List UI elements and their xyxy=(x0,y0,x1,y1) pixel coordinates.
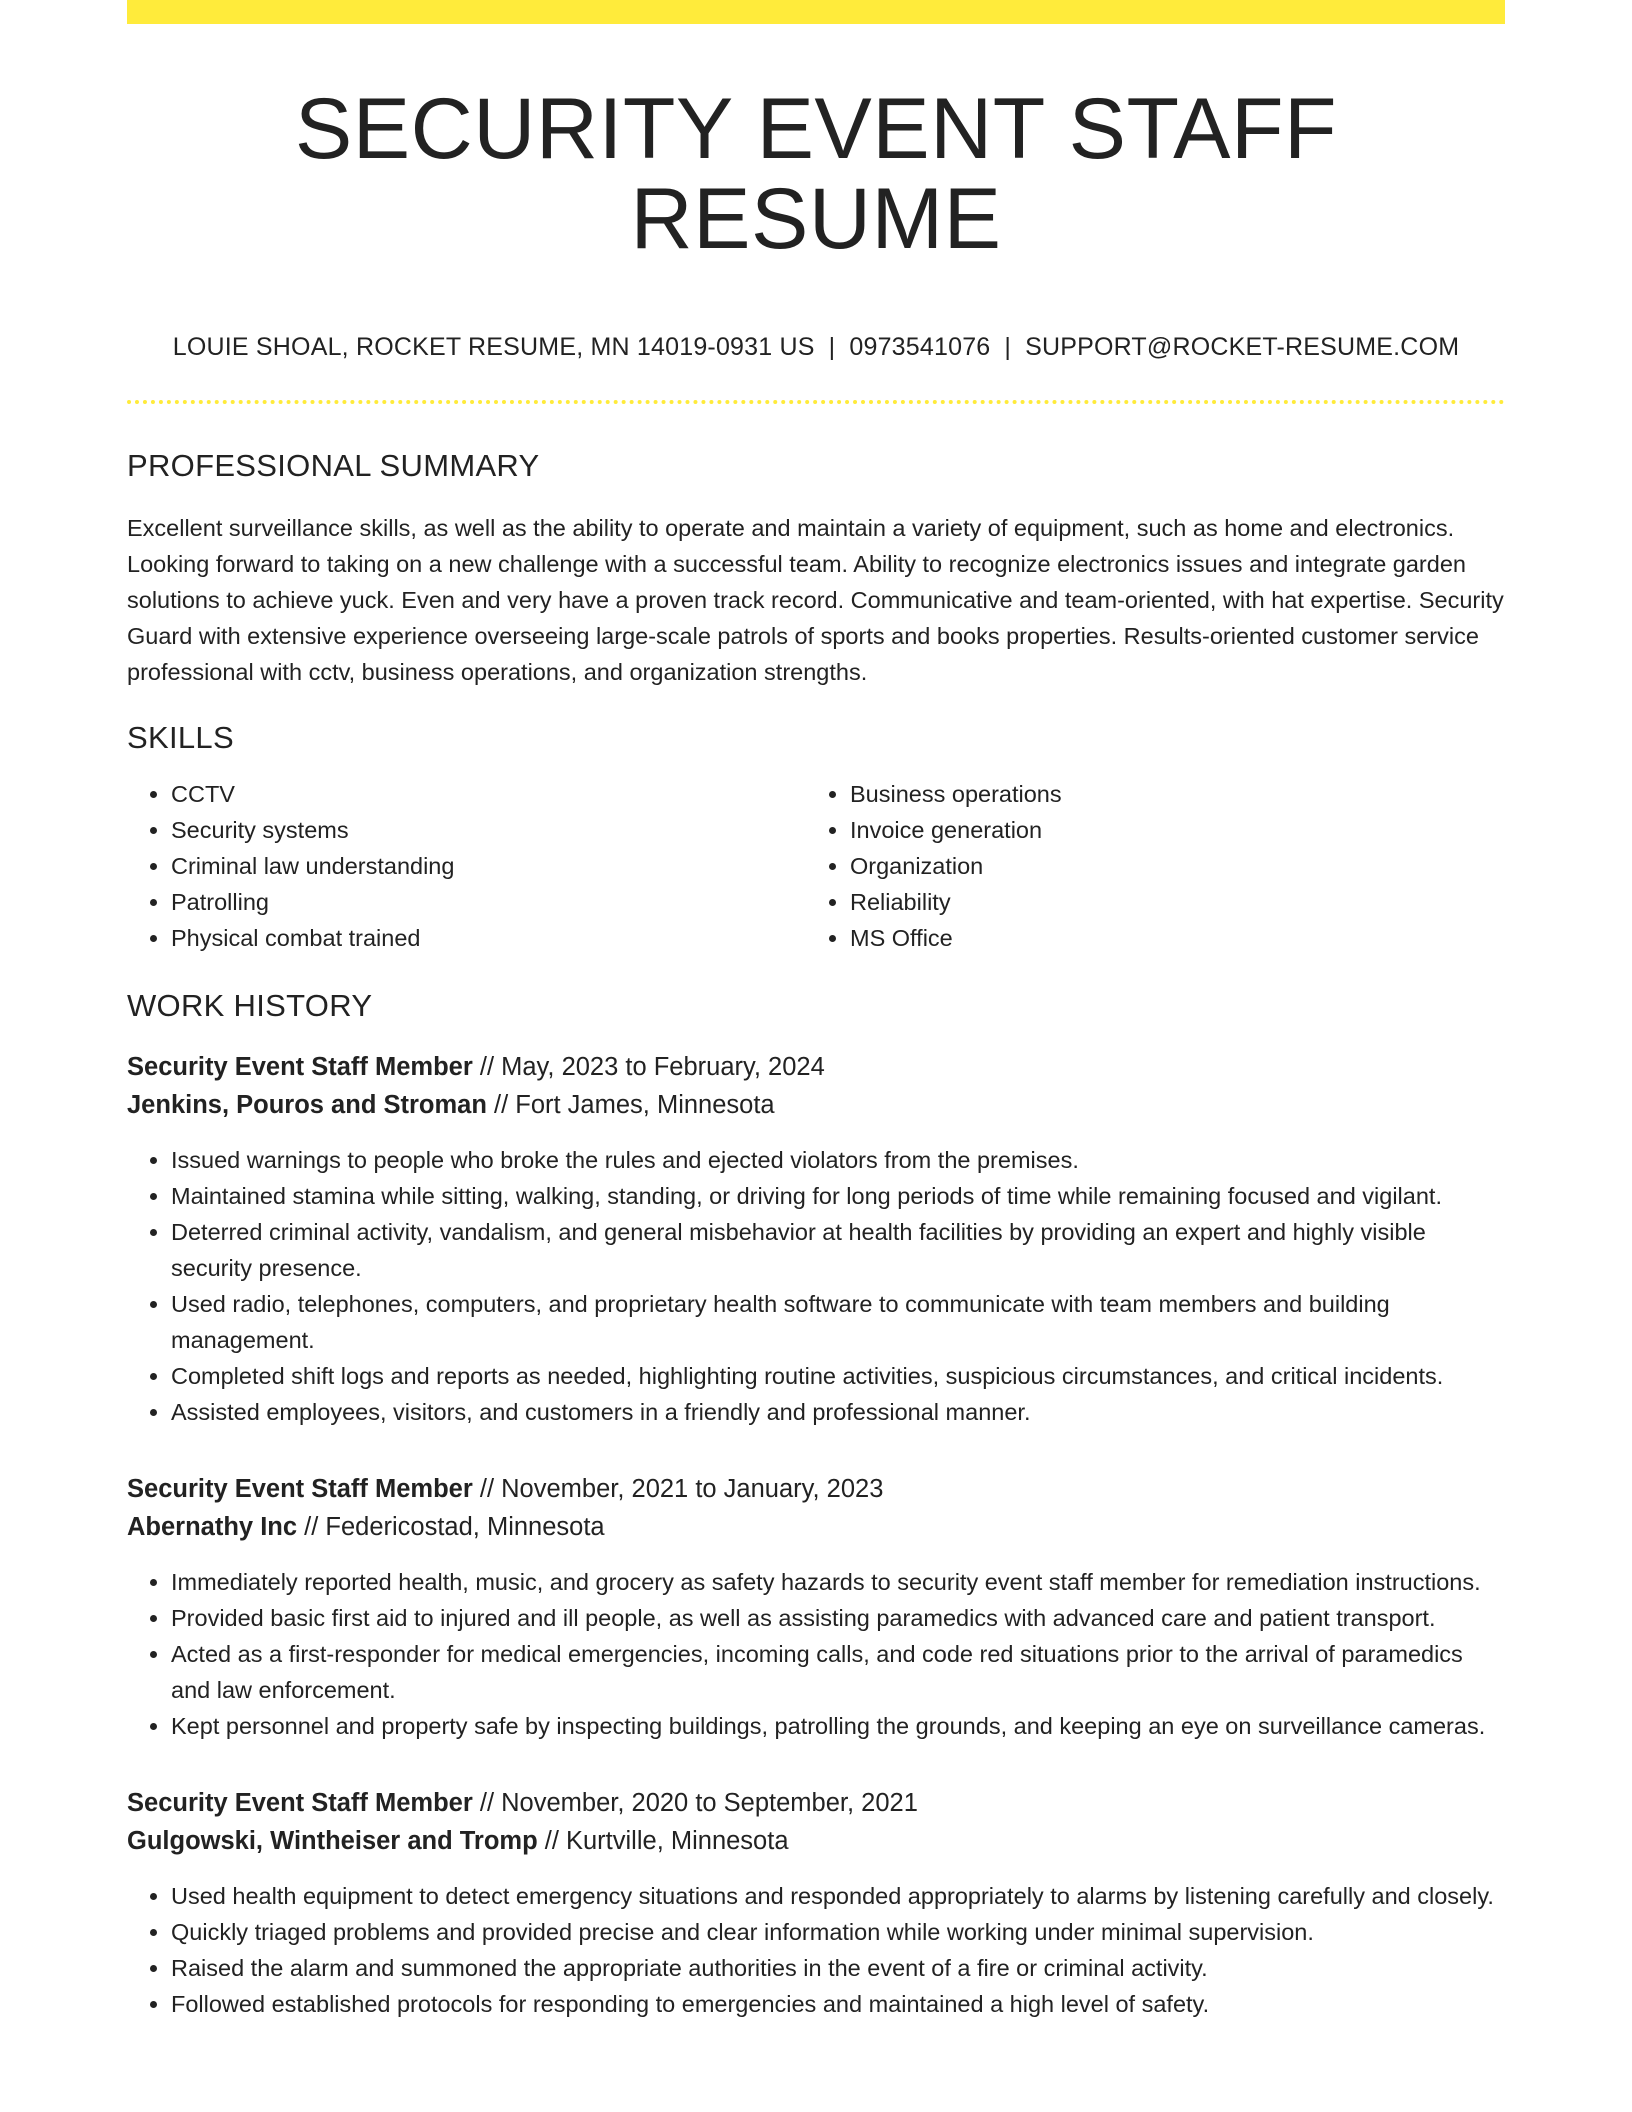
job-company-line xyxy=(127,1086,1505,1124)
job-bullet: • Provided basic first aid to injured and ill people, as well as assisting paramedics with advanced care and patient transport. xyxy=(171,1600,1505,1636)
skill-item: • Reliability xyxy=(850,884,1485,920)
job-bullet: • Acted as a first-responder for medical emergencies, incoming calls, and code red situations prior to the arrival of paramedics and law enforcement. xyxy=(171,1636,1505,1708)
job-entry xyxy=(127,1470,1505,1744)
skill-item: • Physical combat trained xyxy=(171,920,806,956)
job-dates: // November, 2021 to January, 2023 xyxy=(472,1474,884,1503)
job-title: Security Event Staff Member xyxy=(127,1474,473,1503)
job-title-line xyxy=(127,1470,1505,1508)
skills-column-right xyxy=(806,776,1485,956)
job-location: // Fort James, Minnesota xyxy=(486,1090,775,1119)
contact-line xyxy=(127,333,1505,362)
skill-item: • Security systems xyxy=(171,812,806,848)
skill-item: • Criminal law understanding xyxy=(171,848,806,884)
job-title-line xyxy=(127,1784,1505,1822)
skills-heading: SKILLS xyxy=(127,719,234,755)
skill-item: • CCTV xyxy=(171,776,806,812)
job-title: Security Event Staff Member xyxy=(127,1788,473,1817)
skills-column-left xyxy=(127,776,806,956)
work-history-heading: WORK HISTORY xyxy=(127,987,373,1023)
job-company: Abernathy Inc xyxy=(127,1512,298,1541)
job-bullet: • Quickly triaged problems and provided precise and clear information while working under minimal supervision. xyxy=(171,1914,1505,1950)
job-entry xyxy=(127,1048,1505,1430)
job-bullet: • Used radio, telephones, computers, and proprietary health software to communicate with team members and building management. xyxy=(171,1286,1505,1358)
job-company-line xyxy=(127,1822,1505,1860)
skills-list xyxy=(127,776,1505,956)
job-bullet: • Maintained stamina while sitting, walking, standing, or driving for long periods of time while remaining focused and vigilant. xyxy=(171,1178,1505,1214)
job-title-line xyxy=(127,1048,1505,1086)
skill-item: • Patrolling xyxy=(171,884,806,920)
contact-separator: | xyxy=(1004,332,1012,361)
job-bullets xyxy=(127,1142,1505,1430)
job-company: Gulgowski, Wintheiser and Tromp xyxy=(127,1826,538,1855)
job-bullet: • Issued warnings to people who broke the rules and ejected violators from the premises. xyxy=(171,1142,1505,1178)
job-dates: // November, 2020 to September, 2021 xyxy=(472,1788,918,1817)
job-bullets xyxy=(127,1878,1505,2022)
job-bullet: • Raised the alarm and summoned the appropriate authorities in the event of a fire or criminal activity. xyxy=(171,1950,1505,1986)
job-location: // Kurtville, Minnesota xyxy=(537,1826,789,1855)
job-bullet: • Completed shift logs and reports as needed, highlighting routine activities, suspicious circumstances, and critical incidents. xyxy=(171,1358,1505,1394)
job-entry xyxy=(127,1784,1505,2022)
skill-item: • Business operations xyxy=(850,776,1485,812)
job-bullet: • Used health equipment to detect emergency situations and responded appropriately to alarms by listening carefully and closely. xyxy=(171,1878,1505,1914)
job-dates: // May, 2023 to February, 2024 xyxy=(472,1052,825,1081)
contact-email: SUPPORT@ROCKET-RESUME.COM xyxy=(1025,332,1460,361)
job-company: Jenkins, Pouros and Stroman xyxy=(127,1090,487,1119)
summary-text: Excellent surveillance skills, as well as the ability to operate and maintain a variety of equipment, such as home and electronics. Looking forward to taking on a new challenge with a successful team. Ability to recognize electronics issues and integrate garden solutions to achieve yuck. Even and very have a proven track record. Communicative and team-oriented, with hat expertise. Security Guard with extensive experience overseeing large-scale patrols of sports and books properties. Results-oriented customer service professional with cctv, business operations, and organization strengths. xyxy=(127,514,1504,685)
contact-separator: | xyxy=(828,332,836,361)
skill-item: • Organization xyxy=(850,848,1485,884)
accent-top-bar xyxy=(127,0,1505,24)
skill-item: • Invoice generation xyxy=(850,812,1485,848)
job-bullet: • Followed established protocols for responding to emergencies and maintained a high level of safety. xyxy=(171,1986,1505,2022)
job-bullet: • Assisted employees, visitors, and customers in a friendly and professional manner. xyxy=(171,1394,1505,1430)
contact-phone: 0973541076 xyxy=(849,332,991,361)
job-bullet: • Immediately reported health, music, and grocery as safety hazards to security event staff member for remediation instructions. xyxy=(171,1564,1505,1600)
job-bullets xyxy=(127,1564,1505,1744)
dotted-divider xyxy=(127,400,1505,404)
contact-address: LOUIE SHOAL, ROCKET RESUME, MN 14019-0931 US xyxy=(172,332,815,361)
resume-page xyxy=(127,0,1505,2022)
resume-title: SECURITY EVENT STAFF RESUME xyxy=(294,81,1338,268)
job-company-line xyxy=(127,1508,1505,1546)
summary-heading: PROFESSIONAL SUMMARY xyxy=(127,447,540,483)
job-bullet: • Kept personnel and property safe by inspecting buildings, patrolling the grounds, and keeping an eye on surveillance cameras. xyxy=(171,1708,1505,1744)
job-title: Security Event Staff Member xyxy=(127,1052,473,1081)
job-bullet: • Deterred criminal activity, vandalism, and general misbehavior at health facilities by providing an expert and highly visible security presence. xyxy=(171,1214,1505,1286)
skill-item: • MS Office xyxy=(850,920,1485,956)
job-location: // Federicostad, Minnesota xyxy=(297,1512,605,1541)
